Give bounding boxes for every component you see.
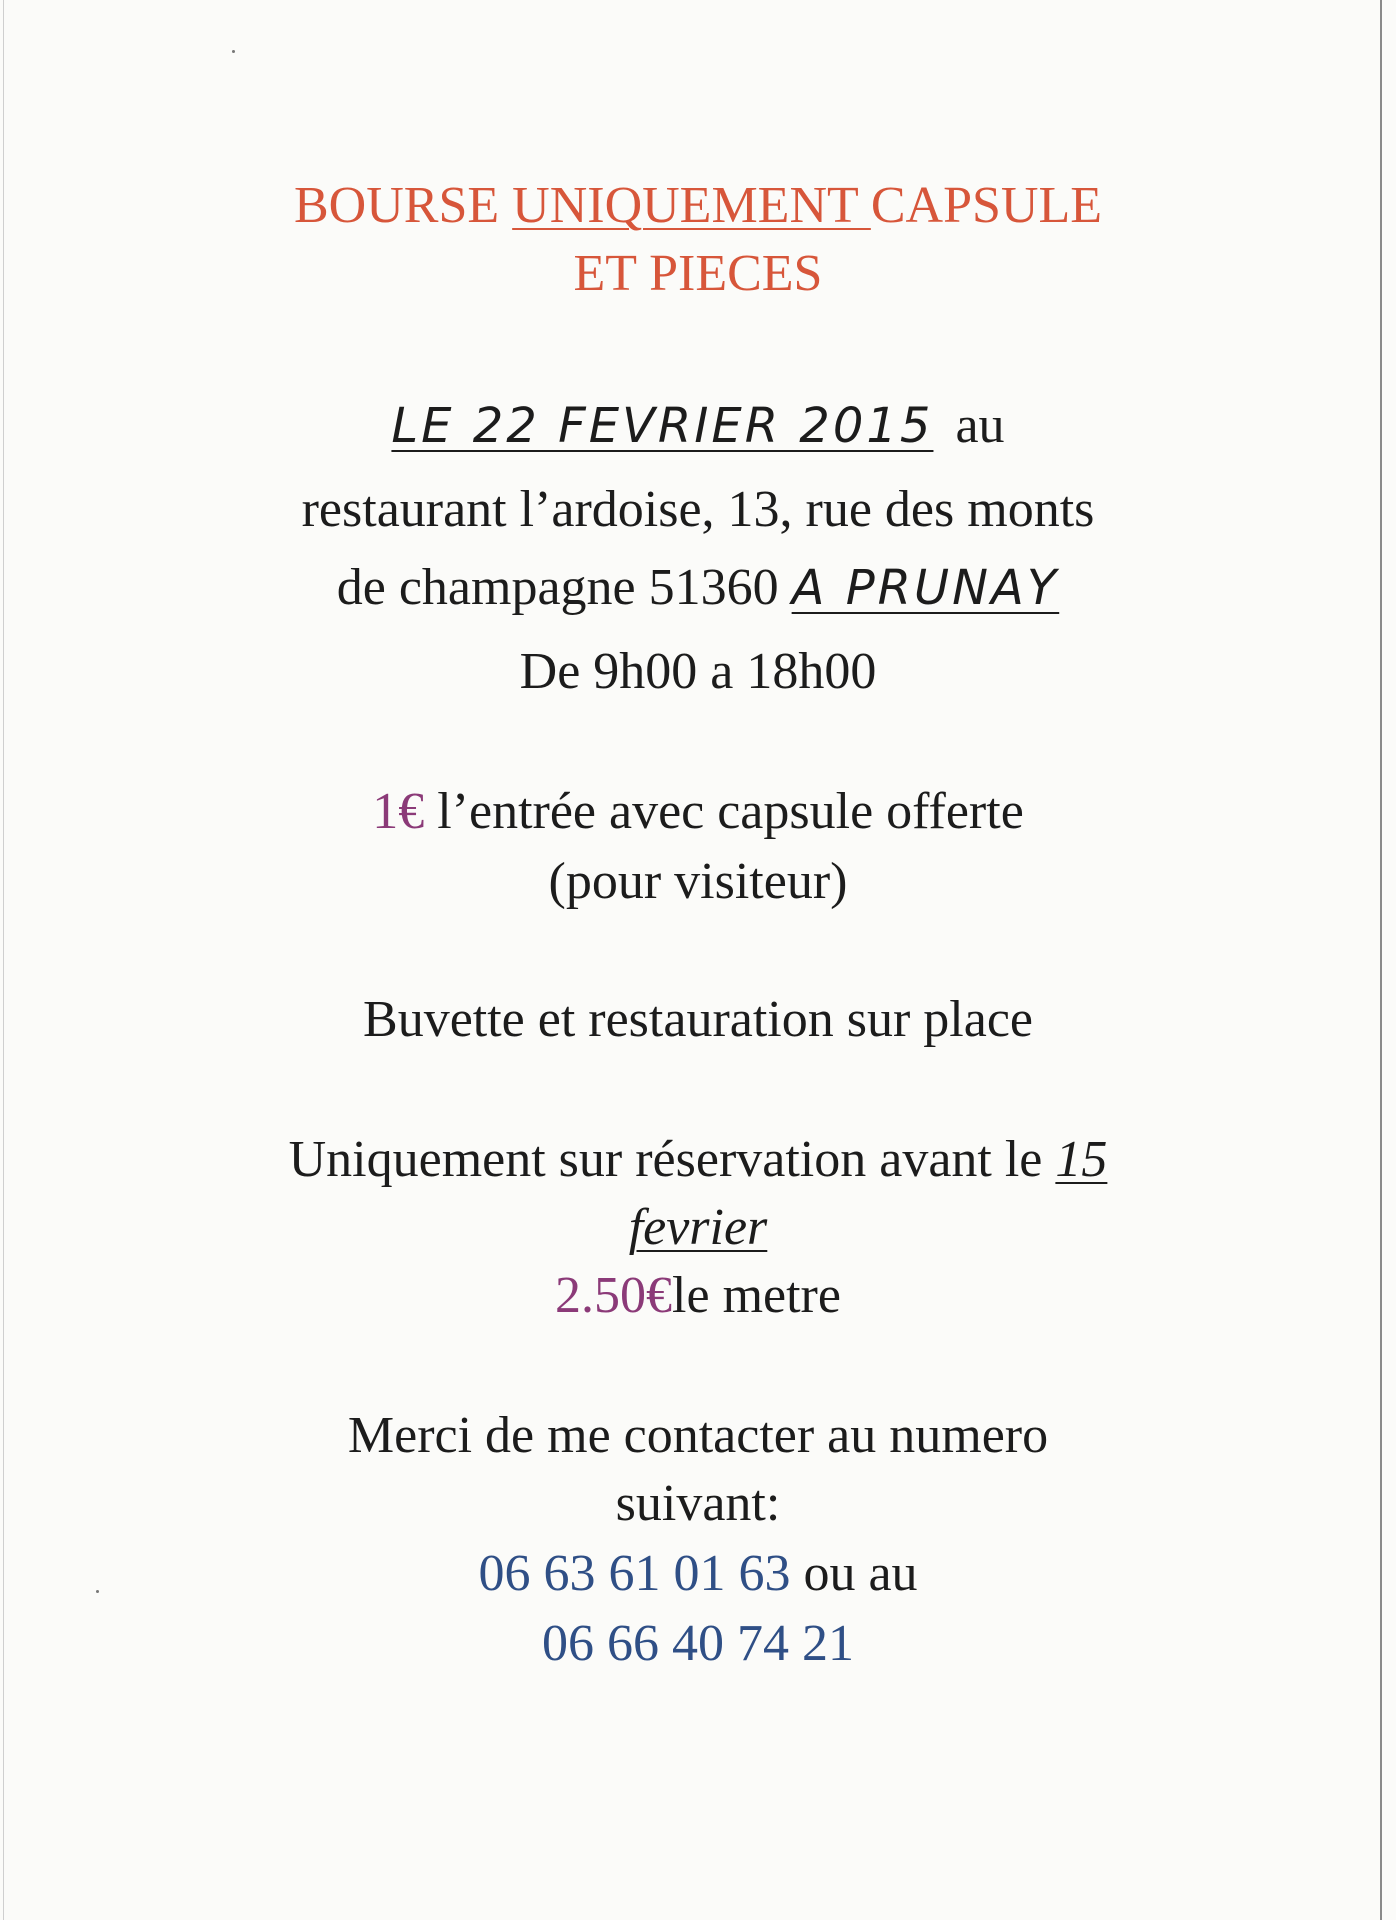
reservation-line-1 (0, 1130, 1396, 1190)
stand-price-unit: le metre (672, 1267, 841, 1324)
title-uniquement: UNIQUEMENT (512, 177, 871, 234)
phone-or: ou au (790, 1545, 918, 1602)
phone-number-2: 06 66 40 74 21 (542, 1615, 854, 1672)
entry-note: (pour visiteur) (548, 853, 848, 910)
phone-line-1 (0, 1544, 1396, 1604)
title-bourse: BOURSE (294, 177, 513, 234)
entry-price: 1€ (372, 783, 425, 840)
stand-price-line (0, 1266, 1396, 1326)
address-street: de champagne 51360 (336, 559, 792, 616)
flyer-title-line-2: ET PIECES (573, 245, 823, 302)
address-town: A PRUNAY (791, 560, 1060, 616)
phone-line-2 (0, 1614, 1396, 1674)
contact-line-2: suivant: (615, 1475, 781, 1532)
event-date: LE 22 FEVRIER 2015 (391, 398, 934, 454)
reservation-day: 15 (1055, 1131, 1108, 1188)
reservation-text: Uniquement sur réservation avant le (288, 1131, 1056, 1188)
reservation-month: fevrier (628, 1199, 768, 1256)
event-date-suffix: au (955, 397, 1005, 454)
address-line-1: restaurant l’ardoise, 13, rue des monts (301, 481, 1095, 538)
reservation-line-2 (0, 1198, 1396, 1258)
buvette-line: Buvette et restauration sur place (363, 991, 1033, 1048)
phone-number-1: 06 63 61 01 63 (478, 1545, 791, 1602)
title-capsule: CAPSULE (870, 177, 1102, 234)
address-line-2 (0, 558, 1396, 618)
contact-line-1: Merci de me contacter au numero (347, 1407, 1049, 1464)
scan-speck (232, 50, 235, 53)
entry-text: l’entrée avec capsule offerte (424, 783, 1024, 840)
event-date-line (0, 396, 1396, 456)
flyer-title-line-1 (0, 176, 1396, 236)
stand-price: 2.50€ (555, 1267, 673, 1324)
opening-hours: De 9h00 a 18h00 (519, 643, 877, 700)
entry-price-line (0, 782, 1396, 842)
